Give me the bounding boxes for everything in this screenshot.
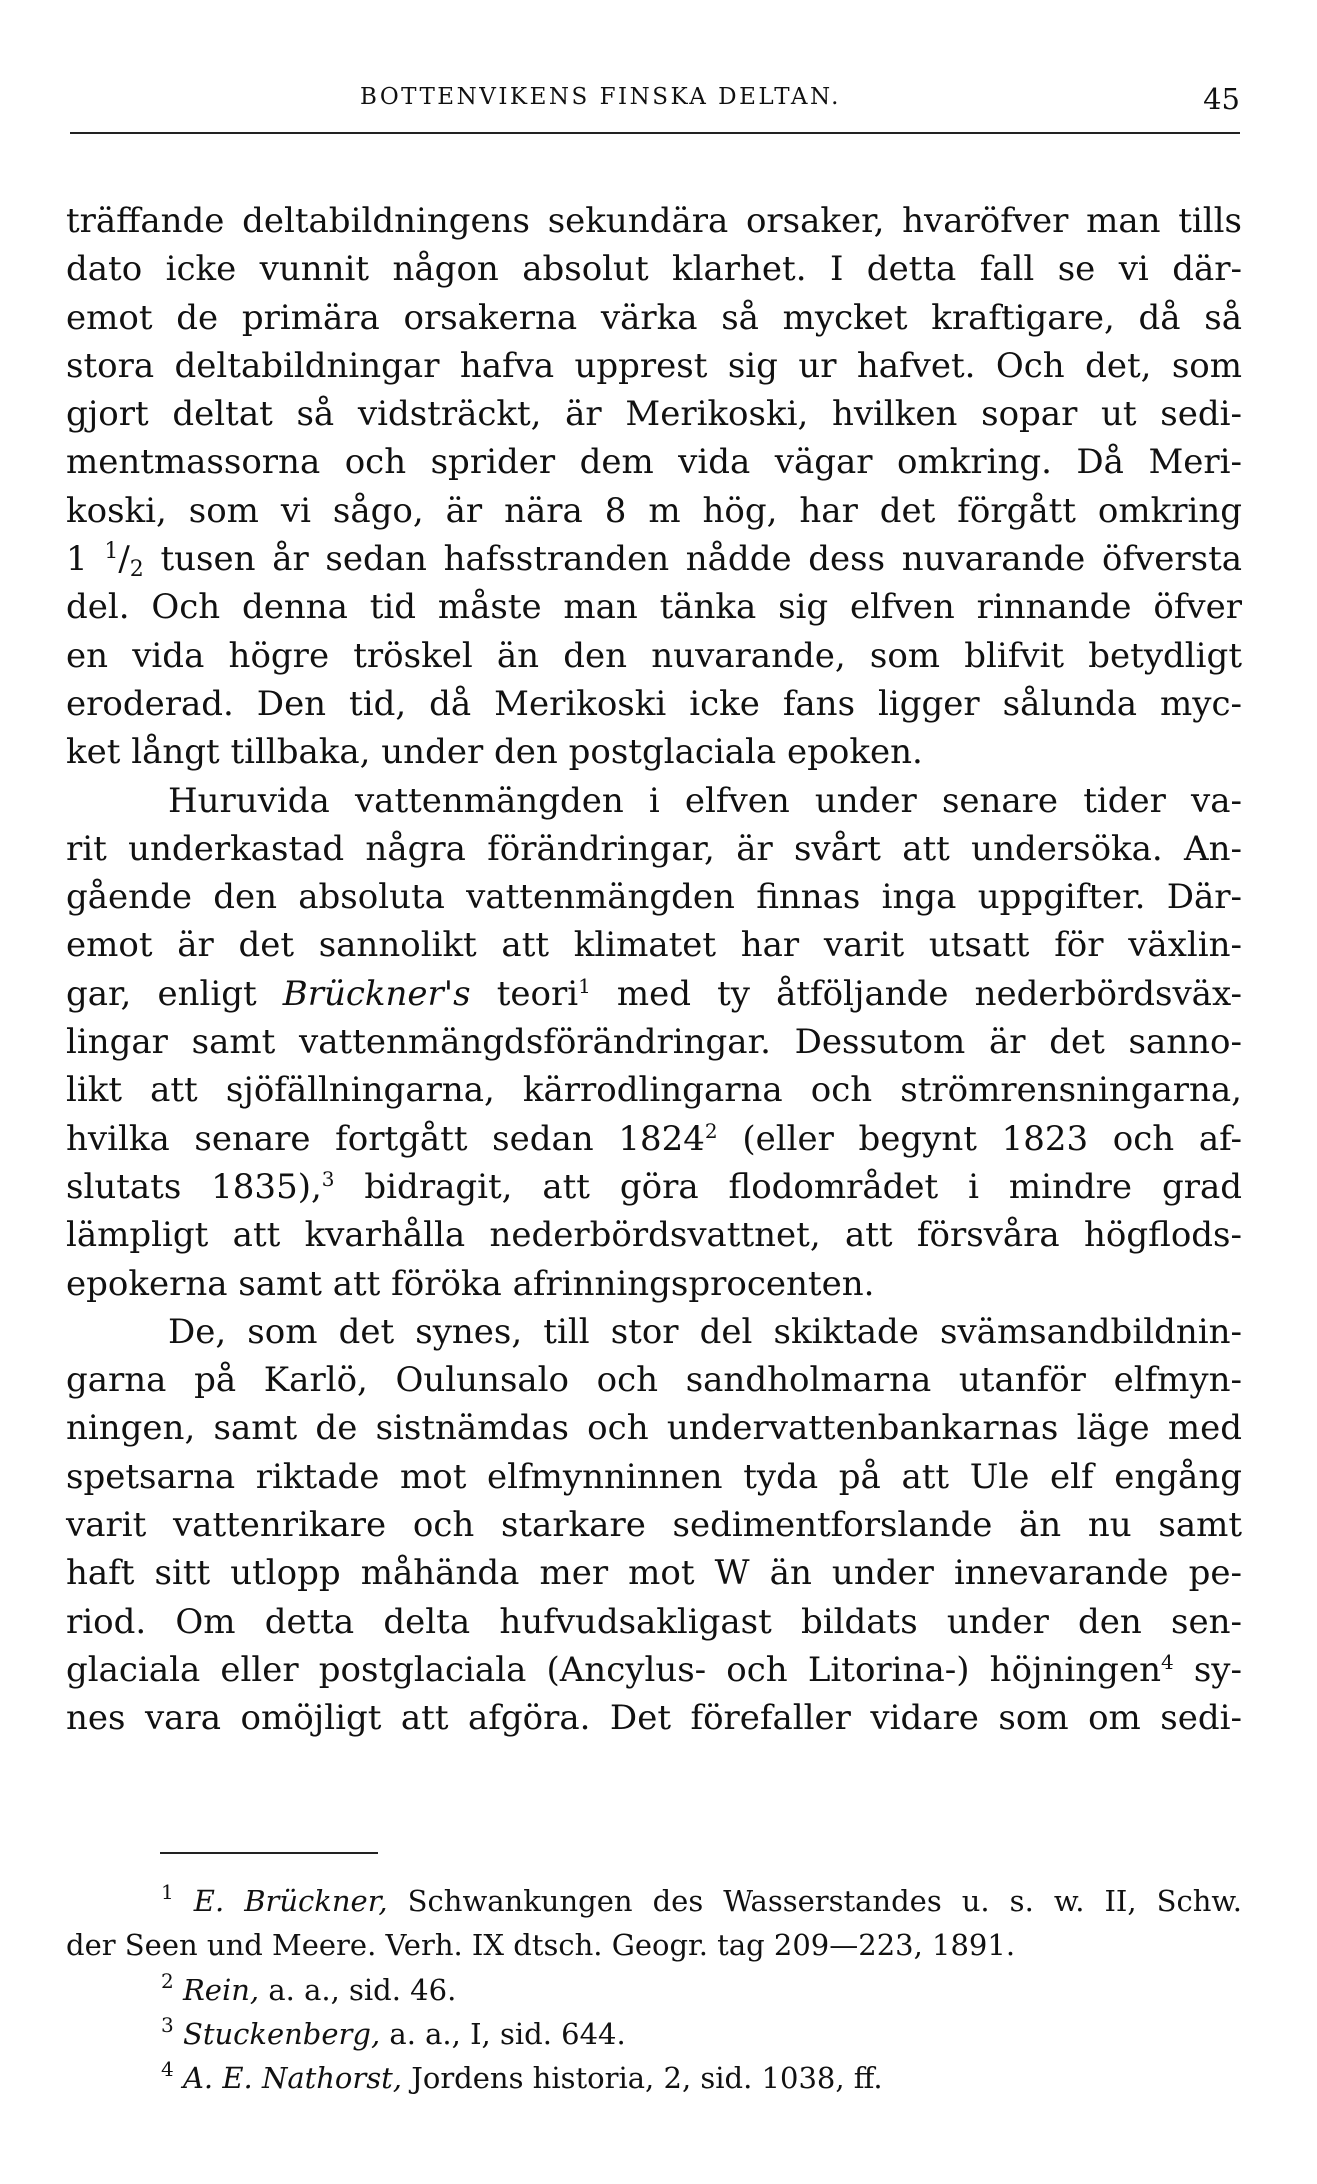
footnote-mark: 3 [161, 2012, 174, 2037]
text-line: ket långt tillbaka, under den postglaciala epoken. [66, 732, 923, 773]
footnote-rule [160, 1852, 378, 1854]
fraction-numerator: 1 [104, 539, 119, 565]
footnote-ref: 4 [1160, 1649, 1174, 1674]
text-line: ningen, samt de sistnämdas och undervattenbankarnas läge med [66, 1408, 1242, 1449]
header-rule [70, 132, 1240, 134]
text-line [66, 1115, 1242, 1163]
text-span: tusen år sedan hafsstranden nådde dess nuvarande öfversta [160, 539, 1243, 580]
text-line: likt att sjöfällningarna, kärrodlingarna och strömrensningarna, [66, 1070, 1242, 1111]
footnote-mark: 4 [161, 2057, 174, 2082]
footnote [66, 1968, 1242, 2012]
footnote [66, 1879, 1242, 1923]
text-line [66, 1163, 1242, 1211]
text-span: gar, enligt [66, 973, 257, 1014]
running-title: BOTTENVIKENS FINSKA DELTAN. [360, 84, 841, 110]
footnotes [66, 1879, 1242, 2100]
text-line: haft sitt utlopp måhända mer mot W än under innevarande pe- [66, 1553, 1242, 1594]
text-span: hvilka senare fortgått sedan 1824 [66, 1118, 705, 1159]
text-line: mentmassorna och sprider dem vida vägar omkring. Då Meri- [66, 442, 1242, 483]
footnote-text: a. a., sid. 46. [268, 1972, 457, 2007]
footnote-continuation [66, 1923, 1242, 1967]
running-header [70, 84, 1240, 124]
text-line: varit vattenrikare och starkare sedimentforslande än nu samt [66, 1505, 1242, 1546]
text-line: riod. Om detta delta hufvudsakligast bildats under den sen- [66, 1601, 1242, 1642]
text-line: gjort deltat så vidsträckt, är Merikoski, hvilken sopar ut sedi- [66, 394, 1242, 435]
text-line: nes vara omöjligt att afgöra. Det förefaller vidare som om sedi- [66, 1698, 1242, 1739]
footnote-author: Stuckenberg, [182, 2016, 381, 2051]
text-span: sy- [1193, 1649, 1242, 1690]
footnote-text: der Seen und Meere. Verh. IX dtsch. Geogr. tag 209—223, 1891. [66, 1928, 1016, 1963]
body-text [66, 197, 1242, 1743]
footnote-text: Jordens historia, 2, sid. 1038, ff. [411, 2061, 883, 2096]
footnote-author: E. Brückner, [193, 1884, 388, 1918]
text-line: epokerna samt att föröka afrinningsprocenten. [66, 1263, 875, 1304]
fraction-whole: 1 [66, 539, 88, 580]
footnote-mark: 2 [161, 1968, 174, 1993]
footnote [66, 2056, 1242, 2100]
footnote-ref: 1 [578, 973, 591, 998]
text-line [66, 1646, 1242, 1694]
text-line: stora deltabildningar hafva upprest sig ur hafvet. Och det, som [66, 345, 1242, 386]
text-line: garna på Karlö, Oulunsalo och sandholmarna utanför elfmyn- [66, 1360, 1242, 1401]
footnote [66, 2012, 1242, 2056]
text-line: en vida högre tröskel än den nuvarande, som blifvit betydligt [66, 635, 1242, 676]
fraction-denominator: 2 [129, 557, 144, 583]
text-line: koski, som vi sågo, är nära 8 m hög, har det förgått omkring [66, 490, 1242, 531]
author-name: Brückner's [282, 973, 471, 1014]
text-span: bidragit, att göra flodområdet i mindre grad [364, 1166, 1243, 1207]
text-line: träffande deltabildningens sekundära orsaker, hvaröfver man tills [66, 201, 1242, 241]
text-line: Huruvida vattenmängden i elfven under senare tider va- [168, 780, 1242, 821]
text-line: De, som det synes, till stor del skiktade svämsandbildnin- [168, 1311, 1242, 1352]
text-line: 1 $^1/_2$ tusen år sedan hafsstranden nådde dess nuvarande öfversta [66, 539, 1243, 583]
text-span: glaciala eller postglaciala (Ancylus- och Litorina-) höjningen [66, 1649, 1161, 1690]
text-line: emot är det sannolikt att klimatet har varit utsatt för växlin- [66, 925, 1242, 966]
text-line: spetsarna riktade mot elfmynninnen tyda på att Ule elf engång [66, 1456, 1242, 1497]
page-number: 45 [1203, 82, 1240, 116]
text-line: del. Och denna tid måste man tänka sig elfven rinnande öfver [66, 587, 1242, 628]
text-span: teori [496, 973, 579, 1014]
text-line [66, 970, 1242, 1018]
text-line: emot de primära orsakerna värka så mycket kraftigare, då så [66, 297, 1242, 338]
footnote-mark: 1 [161, 1880, 174, 1904]
text-span: slutats 1835), [66, 1166, 322, 1207]
text-line: dato icke vunnit någon absolut klarhet. I detta fall se vi där- [66, 249, 1242, 290]
text-line: gående den absoluta vattenmängden finnas inga uppgifter. Där- [66, 877, 1242, 918]
text-line: lingar samt vattenmängdsförändringar. Dessutom är det sanno- [66, 1022, 1242, 1063]
footnote-author: A. E. Nathorst, [182, 2061, 403, 2096]
text-line: eroderad. Den tid, då Merikoski icke fans ligger sålunda myc- [66, 683, 1242, 724]
footnote-ref: 2 [704, 1118, 718, 1143]
text-line: rit underkastad några förändringar, är svårt att undersöka. An- [66, 828, 1242, 869]
text-span: med ty åtföljande nederbördsväx- [616, 973, 1243, 1014]
footnote-author: Rein, [182, 1972, 260, 2007]
text-line: lämpligt att kvarhålla nederbördsvattnet, att försvåra högflods- [66, 1215, 1242, 1256]
footnote-ref: 3 [321, 1166, 335, 1191]
text-span: (eller begynt 1823 och af- [742, 1118, 1242, 1159]
footnote-text: Schwankungen des Wasserstandes u. s. w. II, Schw. [407, 1884, 1243, 1918]
footnote-text: a. a., I, sid. 644. [389, 2016, 626, 2051]
